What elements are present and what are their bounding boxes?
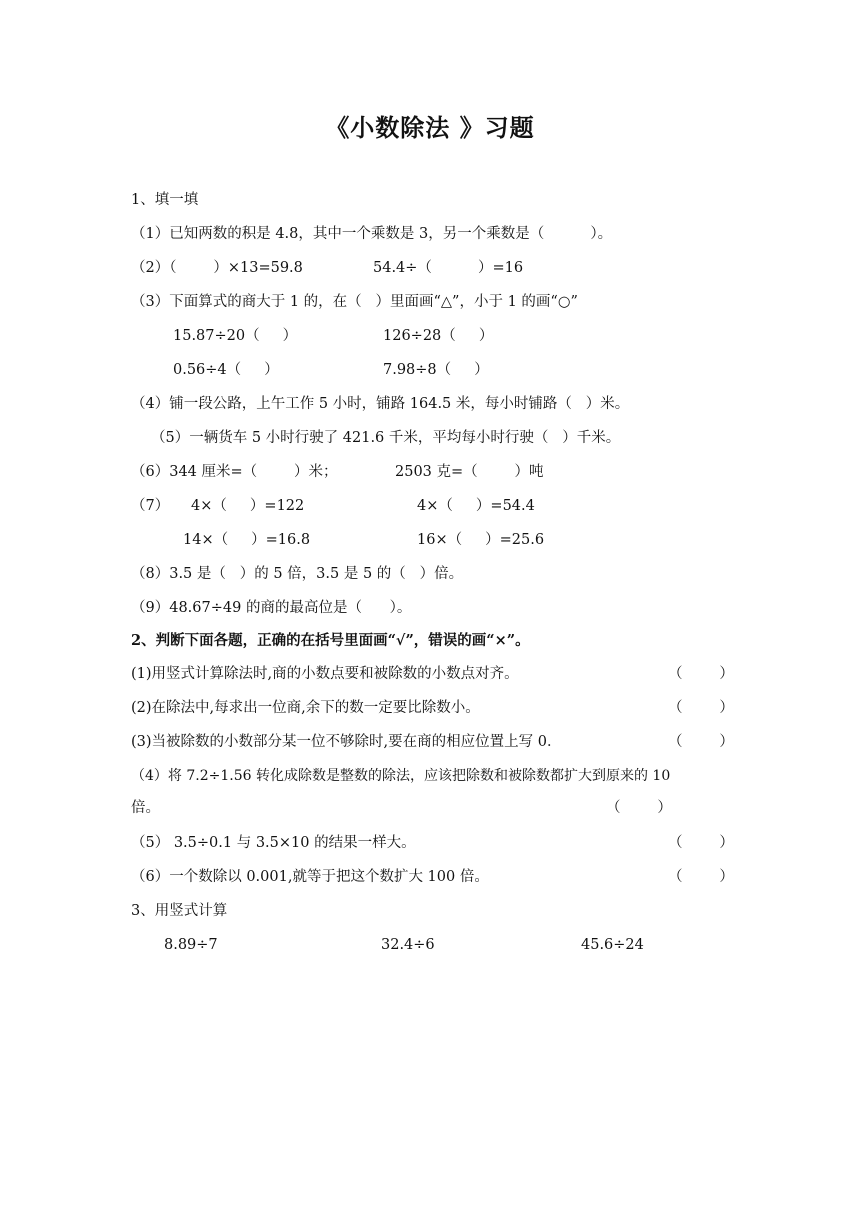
question-3-item: 0.56÷4（ ） — [173, 362, 279, 378]
question-3-item: 126÷28（ ） — [383, 328, 494, 344]
judge-item: （4）将 7.2÷1.56 转化成除数是整数的除法，应该把除数和被除数都扩大到原来的 10 — [131, 768, 671, 784]
answer-bracket: （ ） — [668, 734, 734, 750]
question-7-item: 14×（ ）=16.8 — [183, 532, 311, 548]
question-3: （3）下面算式的商大于 1 的，在（ ）里面画“△”，小于 1 的画“○” — [131, 294, 578, 310]
division-problem: 45.6÷24 — [581, 937, 644, 953]
question-3-item: 15.87÷20（ ） — [173, 328, 298, 344]
judge-item: (1)用竖式计算除法时,商的小数点要和被除数的小数点对齐。 — [131, 666, 519, 682]
question-2a: （2）（ ）×13=59.8 — [131, 260, 303, 276]
answer-bracket: （ ） — [668, 869, 734, 885]
section2-heading: 2、判断下面各题，正确的在括号里面画“√”，错误的画“×”。 — [131, 632, 530, 649]
question-2b: 54.4÷（ ）=16 — [373, 260, 524, 276]
question-7-item: 16×（ ）=25.6 — [417, 532, 545, 548]
answer-bracket: （ ） — [668, 835, 734, 851]
judge-item: （6）一个数除以 0.001,就等于把这个数扩大 100 倍。 — [131, 869, 489, 885]
question-1: （1）已知两数的积是 4.8，其中一个乘数是 3，另一个乘数是（ ）。 — [131, 226, 613, 242]
division-problem: 8.89÷7 — [164, 937, 218, 953]
question-4: （4）铺一段公路，上午工作 5 小时，铺路 164.5 米，每小时铺路（ ）米。 — [131, 396, 630, 412]
question-6b: 2503 克=（ ）吨 — [395, 464, 544, 480]
answer-bracket: （ ） — [606, 800, 672, 816]
question-7-item: 4×（ ）=54.4 — [417, 498, 535, 514]
page-title: 《小数除法 》习题 — [325, 113, 535, 142]
question-3-item: 7.98÷8（ ） — [383, 362, 489, 378]
judge-item: （5） 3.5÷0.1 与 3.5×10 的结果一样大。 — [131, 835, 416, 851]
question-7-label: （7） — [131, 498, 170, 514]
division-problem: 32.4÷6 — [381, 937, 435, 953]
judge-item-continued: 倍。 — [131, 800, 160, 816]
question-9: （9）48.67÷49 的商的最高位是（ ）。 — [131, 600, 412, 616]
judge-item: (3)当被除数的小数部分某一位不够除时,要在商的相应位置上写 0． — [131, 734, 562, 750]
question-5: （5）一辆货车 5 小时行驶了 421.6 千米，平均每小时行驶（ ）千米。 — [151, 430, 621, 446]
answer-bracket: （ ） — [668, 666, 734, 682]
judge-item: (2)在除法中,每求出一位商,余下的数一定要比除数小。 — [131, 700, 480, 716]
question-8: （8）3.5 是（ ）的 5 倍，3.5 是 5 的（ ）倍。 — [131, 566, 464, 582]
question-6a: （6）344 厘米=（ ）米； — [131, 464, 338, 480]
section1-heading: 1、填一填 — [131, 192, 199, 208]
section3-heading: 3、用竖式计算 — [131, 903, 228, 919]
question-7-item: 4×（ ）=122 — [191, 498, 305, 514]
answer-bracket: （ ） — [668, 700, 734, 716]
